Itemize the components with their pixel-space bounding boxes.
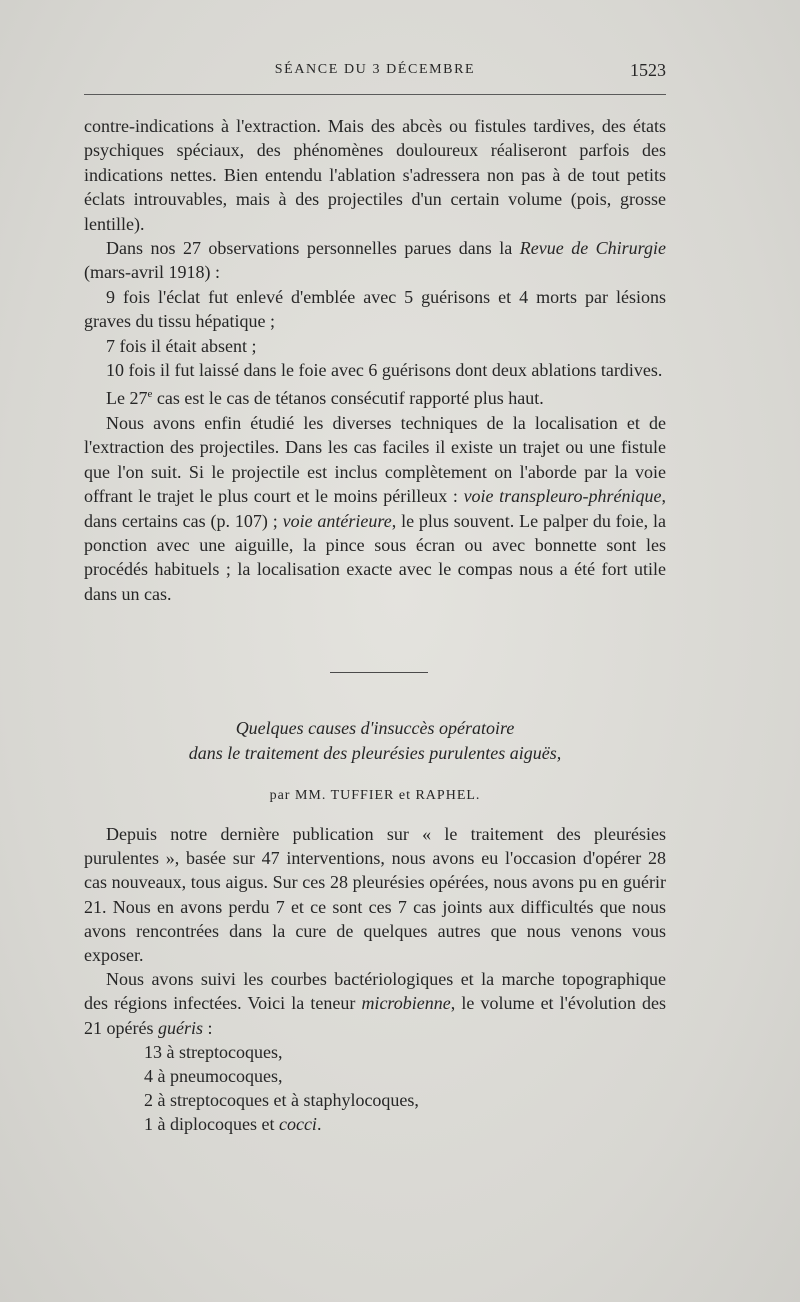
text-span: Dans nos 27 observations personnelles parues dans la [106, 238, 520, 259]
page-number: 1523 [630, 60, 666, 80]
running-head: SÉANCE DU 3 DÉCEMBRE [274, 62, 476, 77]
text-span: . [316, 1114, 322, 1135]
text-span: cas est le cas de tétanos consécutif rapporté plus haut. [152, 388, 544, 409]
article-authors: par MM. TUFFIER et RAPHEL. [269, 788, 481, 803]
paragraph-courbes [84, 967, 666, 1040]
paragraph: Depuis notre dernière publication sur « le traitement des pleurésies purulentes », basée sur 47 interventions, nous avons eu l'occasion d'opérer 28 cas nouveaux, tous aigus. Sur ces 28 pleurésies opérées, nous avons pu en guérir 21. Nous en avons perdu 7 et ce sont ces 7 cas joints aux difficultés que nous avons rencontrées dans la cure de quelques autres que nous venons vous exposer. [84, 824, 666, 966]
text-span: , dans certains cas (p. 107) ; [84, 486, 666, 531]
text-span: , le volume et l'évolution des 21 opérés [84, 993, 667, 1038]
header-rule [84, 94, 666, 95]
italic-gueris: guéris [157, 1017, 203, 1038]
article-title-line-2: dans le traitement des pleurésies purulentes aiguës, [188, 743, 562, 763]
list-item: 4 à pneumocoques, [144, 1066, 283, 1087]
voie-anterieure: voie antérieure [282, 510, 392, 531]
paragraph: contre-indications à l'extraction. Mais des abcès ou fistules tardives, des états psychiques spéciaux, des phénomènes douloureux réaliseront parfois des indications nettes. Bien entendu l'ablation s'adressera non pas à de tout petits éclats introuvables, mais à des projectiles d'un certain volume (pois, grosse lentille). [84, 116, 666, 234]
italic-cocci: cocci [278, 1114, 317, 1135]
text-span: , le plus souvent. Le palper du foie, la ponction avec une aiguille, la pince sous écran ou avec bonnette sont les procédés habituels ; la localisation exacte avec le compas nous a été fort utile dans un cas. [84, 510, 666, 604]
italic-microbienne: microbienne [361, 993, 451, 1014]
list-item [84, 1112, 666, 1136]
paragraph: 10 fois il fut laissé dans le foie avec 6 guérisons dont deux ablations tardives. [106, 360, 663, 381]
section-separator [330, 672, 428, 673]
results-list [84, 1040, 666, 1137]
section-continuation [84, 114, 666, 606]
list-item: 13 à streptocoques, [144, 1041, 283, 1062]
article-title-line-1: Quelques causes d'insuccès opératoire [235, 718, 515, 738]
journal-title: Revue de Chirurgie [519, 238, 666, 259]
text-span: : [202, 1017, 213, 1038]
text-span: Nous avons enfin étudié les diverses techniques de la localisation et de l'extraction des projectiles. Dans les cas faciles il existe un trajet ou une fistule que l'on suit. Si le projectile est inclus complètement on l'aborde par la voie offrant le trajet le plus court et le moins périlleux : [84, 412, 666, 507]
text-span: Nous avons suivi les courbes bactériologiques et la marche topographique des régions infectées. Voici la teneur [84, 969, 666, 1014]
article-title [84, 716, 666, 766]
paragraph-tetanos [84, 382, 666, 410]
paragraph-techniques [84, 411, 666, 606]
voie-transpleuro: voie transpleuro-phrénique [463, 486, 662, 507]
text-span: Le 27 [106, 388, 148, 409]
paragraph: 7 fois il était absent ; [106, 335, 257, 356]
list-item: 2 à streptocoques et à staphylocoques, [144, 1090, 419, 1111]
article-body [84, 822, 666, 1137]
paragraph-observations [84, 236, 666, 285]
text-span: 1 à diplocoques et [144, 1114, 279, 1135]
text-span: (mars-avril 1918) : [84, 262, 220, 283]
page-header [84, 60, 666, 84]
paragraph: 9 fois l'éclat fut enlevé d'emblée avec 5 guérisons et 4 morts par lésions graves du tissu hépatique ; [84, 286, 666, 332]
superscript: e [147, 388, 153, 401]
